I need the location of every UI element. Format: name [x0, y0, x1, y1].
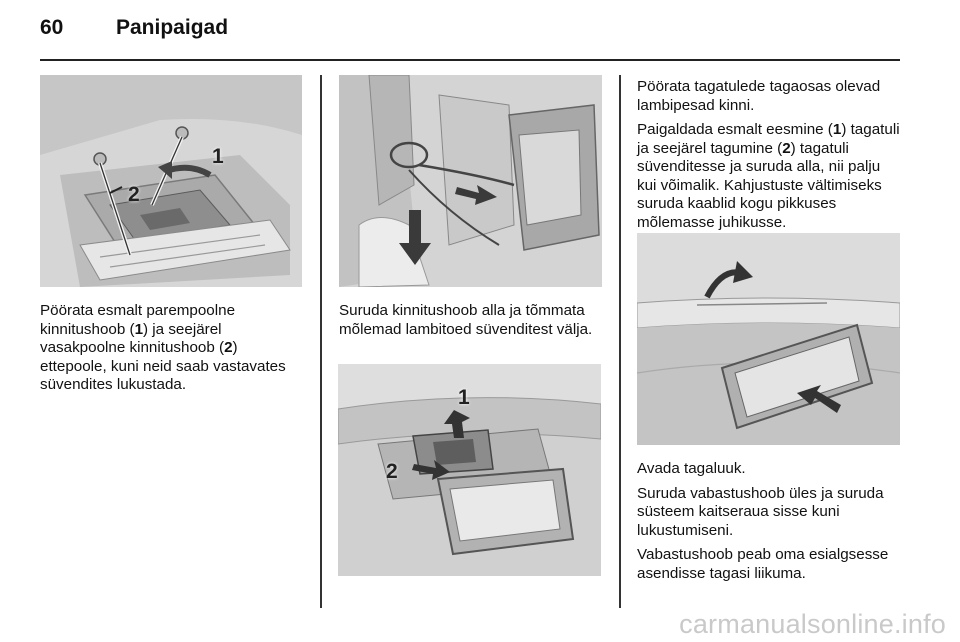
- paragraph: Paigaldada esmalt eesmine (1) tagatuli ja seejärel tagumine (2) tagatuli süvenditesse ja suruda alla, nii palju kui võimalik. Kahjustuste vältimiseks suruda kaablid kogu pikkuses mõlemasse juhikusse.: [637, 121, 900, 231]
- paragraph: Pöörata esmalt parempoolne kinnitushoob (1) ja seejärel vasakpoolne kinnitushoob (2) ettepoole, kuni neid saab vastavates süvendites lukustada.: [40, 302, 286, 393]
- callout-2: 2: [128, 183, 140, 206]
- bumper-illustration: [637, 233, 900, 445]
- column-divider-right: [619, 75, 621, 608]
- figure-press-into-bumper: [637, 233, 900, 445]
- figure-mounting-levers: [40, 75, 302, 287]
- paragraph: Pöörata tagatulede tagaosas olevad lambipesad kinni.: [637, 78, 881, 114]
- page-title: Panipaigad: [116, 16, 229, 39]
- callout-2: 2: [386, 460, 398, 483]
- callout-1: 1: [212, 145, 224, 168]
- lamp-holders-illustration: [339, 75, 602, 287]
- instruction-pull-holders: [339, 302, 607, 345]
- column-divider-left: [320, 75, 322, 608]
- mounting-levers-illustration: [40, 75, 302, 287]
- paragraph: Avada tagaluuk.: [637, 460, 746, 477]
- figure-pull-lamp-holders: [339, 75, 602, 287]
- figure-install-rear-lights: [338, 364, 601, 576]
- page-header: [40, 16, 228, 40]
- paragraph: Suruda kinnitushoob alla ja tõmmata mõlemad lambitoed süvenditest välja.: [339, 302, 593, 338]
- paragraph: Vabastushoob peab oma esialgsesse asendisse tagasi liikuma.: [637, 546, 889, 582]
- instruction-press-system: [637, 460, 903, 589]
- watermark: carmanualsonline.info: [679, 609, 946, 639]
- instruction-levers: [40, 302, 308, 401]
- paragraph: Suruda vabastushoob üles ja suruda süsteem kaitseraua sisse kuni lukustumiseni.: [637, 484, 884, 539]
- callout-1: 1: [458, 386, 470, 409]
- header-rule: [40, 59, 900, 61]
- page-number: 60: [40, 16, 64, 39]
- instruction-install-lights: [637, 78, 903, 238]
